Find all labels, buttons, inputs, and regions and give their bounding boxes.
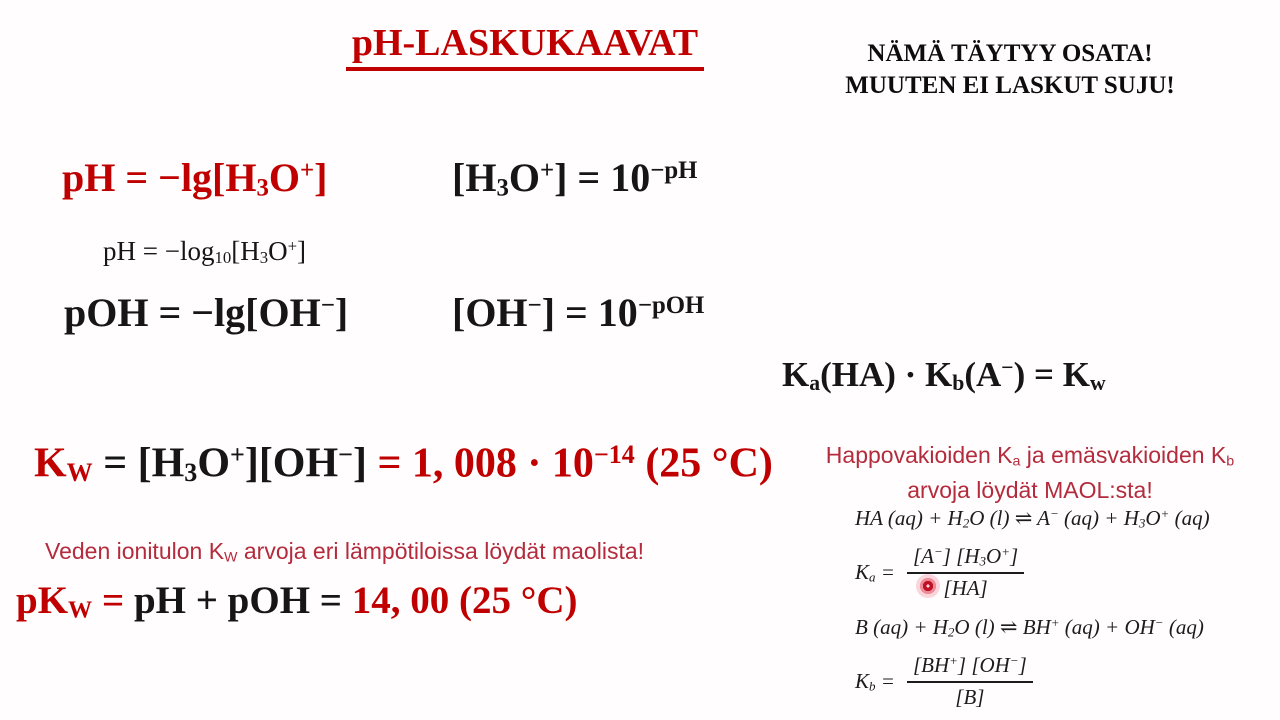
page-title-text: pH-LASKUKAAVAT xyxy=(346,22,704,71)
ka-numerator: [A−] [H3O+] xyxy=(907,545,1024,574)
warning-line-1: NÄMÄ TÄYTYY OSATA! xyxy=(867,40,1153,67)
kb-numerator: [BH+] [OH−] xyxy=(907,654,1033,683)
formula-pkw-sum: pKW = pH + pOH = 14, 00 (25 °C) xyxy=(16,579,578,624)
maol-note-line-1: Happovakioiden Ka ja emäsvakioiden Kb xyxy=(825,442,1235,470)
ka-denominator: [HA] xyxy=(943,575,988,600)
maol-note-line-2: arvoja löydät MAOL:sta! xyxy=(907,476,1153,503)
warning-note xyxy=(815,38,1205,102)
kb-fraction xyxy=(907,654,1033,709)
ka-lhs: Ka = xyxy=(855,559,895,585)
formula-h3o-from-ph: $[H3O^+] = 10^{-pH}$ xyxy=(452,155,698,202)
warning-line-2: MUUTEN EI LASKUT SUJU! xyxy=(845,72,1175,99)
base-equilibrium-equation: B (aq) + H2O (l) ⇌ BH+ (aq) + OH− (aq) xyxy=(855,615,1204,640)
laser-pointer-dot xyxy=(916,574,940,598)
formula-oh-from-poh: $[OH^-] = 10^{-pOH}$ xyxy=(452,290,705,335)
kb-lhs: Kb = xyxy=(855,668,895,693)
acid-equilibrium-equation: HA (aq) + H2O (l) ⇌ A− (aq) + H3O+ (aq) xyxy=(855,506,1210,531)
formula-ph-log10: pH = −log10[H3O+] xyxy=(103,236,307,267)
page-title xyxy=(300,22,750,71)
formula-ph-definition: pH = −lg[H3O+] xyxy=(62,155,328,202)
kw-maol-note: Veden ionitulon KW arvoja eri lämpötiloissa löydät maolista! xyxy=(45,538,645,566)
formula-poh-definition: pOH = −lg[OH−] xyxy=(64,290,349,335)
kb-denominator: [B] xyxy=(955,684,985,709)
ka-expression xyxy=(855,545,1024,600)
kb-expression xyxy=(855,654,1033,709)
formula-ka-kb-kw: Ka(HA) · Kb(A−) = Kw xyxy=(782,355,1106,395)
formula-kw-ion-product: KW = [H3O+][OH−] = 1, $008 \cdot 10^{-14}$ (25 °C) xyxy=(34,440,773,488)
acid-base-maol-note xyxy=(805,441,1255,504)
